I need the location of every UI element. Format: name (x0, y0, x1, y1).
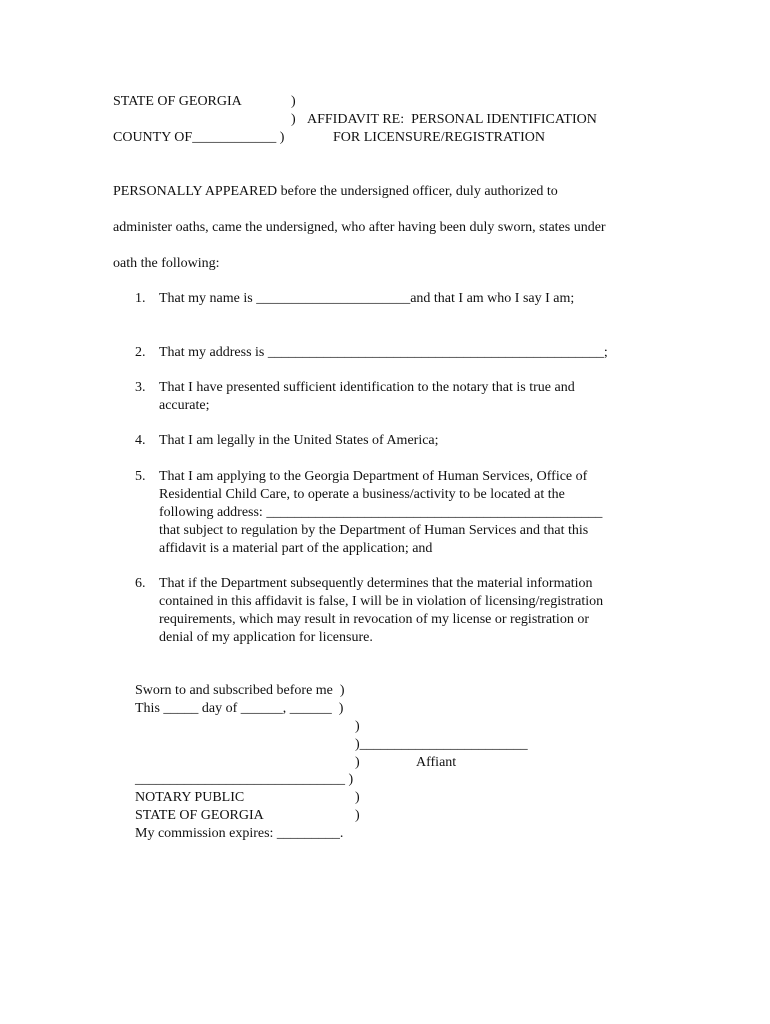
item-line: contained in this affidavit is false, I will be in violation of licensing/registration (159, 594, 604, 609)
affiant-signature-line: )________________________ (355, 737, 528, 752)
item-text (159, 575, 603, 647)
item-text (159, 290, 574, 308)
county-label: COUNTY OF____________ ) (113, 130, 285, 145)
intro-line-2: administer oaths, came the undersigned, who after having been duly sworn, states under (113, 220, 606, 235)
item-text (159, 379, 575, 415)
item-line: Residential Child Care, to operate a business/activity to be located at the (159, 487, 565, 502)
item-line: accurate; (159, 398, 210, 413)
item-line: That if the Department subsequently determines that the material information (159, 576, 593, 591)
block-paren: ) (355, 755, 360, 770)
item-number: 4. (135, 433, 146, 448)
affidavit-title-line2: FOR LICENSURE/REGISTRATION (333, 130, 545, 145)
sworn-line: Sworn to and subscribed before me ) (135, 683, 345, 698)
item-number: 2. (135, 345, 146, 360)
item-line: That I have presented sufficient identification to the notary that is true and (159, 380, 575, 395)
header-paren-2: ) (291, 112, 296, 127)
item-text (159, 344, 608, 362)
notary-signature-line: ______________________________ ) (135, 772, 354, 787)
block-paren: ) (355, 719, 360, 734)
notary-public-label: NOTARY PUBLIC (135, 790, 245, 805)
header-paren-1: ) (291, 94, 296, 109)
commission-expires-line: My commission expires: _________. (135, 826, 344, 841)
item-text (159, 468, 602, 558)
notary-state-label: STATE OF GEORGIA (135, 808, 264, 823)
item-line: following address: ________________________________________________ (159, 505, 603, 520)
item-number: 6. (135, 576, 146, 591)
item-number: 1. (135, 291, 146, 306)
item-number: 3. (135, 380, 146, 395)
date-line: This _____ day of ______, ______ ) (135, 701, 344, 716)
item-line: requirements, which may result in revocation of my license or registration or (159, 612, 589, 627)
item-line: That I am applying to the Georgia Department of Human Services, Office of (159, 469, 588, 484)
item-number: 5. (135, 469, 146, 484)
item-text (159, 432, 439, 450)
item-line: denial of my application for licensure. (159, 630, 373, 645)
item-line: That my name is ______________________and that I am who I say I am; (159, 291, 575, 306)
block-paren: ) (355, 808, 360, 823)
intro-line-3: oath the following: (113, 256, 220, 271)
affiant-label: Affiant (416, 755, 457, 770)
intro-line-1: PERSONALLY APPEARED before the undersigned officer, duly authorized to (113, 184, 558, 199)
item-line: affidavit is a material part of the application; and (159, 541, 433, 556)
item-line: that subject to regulation by the Department of Human Services and that this (159, 523, 589, 538)
state-label: STATE OF GEORGIA (113, 94, 242, 109)
item-line: That my address is ________________________________________________; (159, 345, 608, 360)
affidavit-title-line1: AFFIDAVIT RE: PERSONAL IDENTIFICATION (307, 112, 597, 127)
item-line: That I am legally in the United States of America; (159, 433, 439, 448)
block-paren: ) (355, 790, 360, 805)
